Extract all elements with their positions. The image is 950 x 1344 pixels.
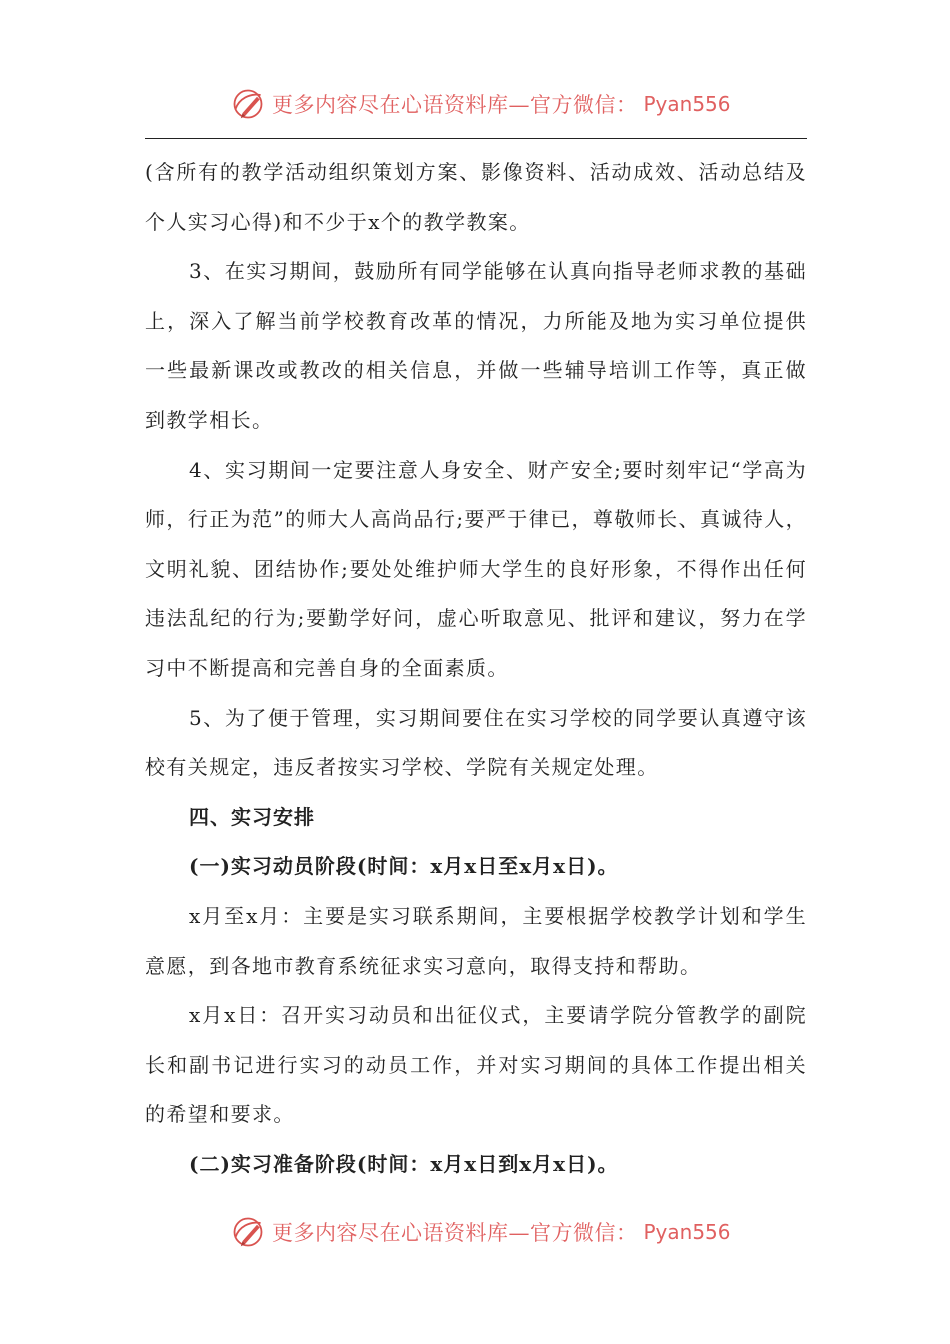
footer-watermark xyxy=(230,1212,731,1252)
document-body xyxy=(145,148,807,1189)
pen-logo-icon xyxy=(230,86,266,122)
pen-logo-icon xyxy=(230,1214,266,1250)
subheading-mobilization-stage: (一)实习动员阶段(时间：x月x日至x月x日)。 xyxy=(189,854,619,879)
paragraph-contact-period: x月至x月：主要是实习联系期间，主要根据学校教学计划和学生意愿，到各地市教育系统征求实习意向，取得支持和帮助。 xyxy=(145,903,807,978)
paragraph-mobilization-meeting: x月x日：召开实习动员和出征仪式，主要请学院分管教学的副院长和副书记进行实习的动员工作，并对实习期间的具体工作提出相关的希望和要求。 xyxy=(145,1003,807,1127)
watermark-text: 更多内容尽在心语资料库—官方微信： xyxy=(272,1221,638,1245)
paragraph-item-5: 5、为了便于管理，实习期间要住在实习学校的同学要认真遵守该校有关规定，违反者按实习学校、学院有关规定处理。 xyxy=(145,705,807,780)
header-watermark xyxy=(230,84,731,124)
paragraph-continuation: (含所有的教学活动组织策划方案、影像资料、活动成效、活动总结及个人实习心得)和不少于x个的教学教案。 xyxy=(145,160,807,234)
watermark-text: 更多内容尽在心语资料库—官方微信： xyxy=(272,93,638,117)
paragraph-item-4: 4、实习期间一定要注意人身安全、财产安全;要时刻牢记“学高为师，行正为范”的师大人高尚品行;要严于律已，尊敬师长、真诚待人，文明礼貌、团结协作;要处处维护师大学生的良好形象，不得作出任何违法乱纪的行为;要勤学好问，虚心听取意见、批评和建议，努力在学习中不断提高和完善自身的全面素质。 xyxy=(145,457,807,680)
watermark-wechat-id: Pyan556 xyxy=(643,92,731,116)
subheading-preparation-stage: (二)实习准备阶段(时间：x月x日到x月x日)。 xyxy=(189,1151,619,1176)
header-divider xyxy=(145,138,807,139)
watermark-wechat-id: Pyan556 xyxy=(643,1220,731,1244)
paragraph-item-3: 3、在实习期间，鼓励所有同学能够在认真向指导老师求教的基础上，深入了解当前学校教育改革的情况，力所能及地为实习单位提供一些最新课改或教改的相关信息，并做一些辅导培训工作等，真正做到教学相长。 xyxy=(145,259,807,432)
section-heading-4: 四、实习安排 xyxy=(189,804,315,829)
